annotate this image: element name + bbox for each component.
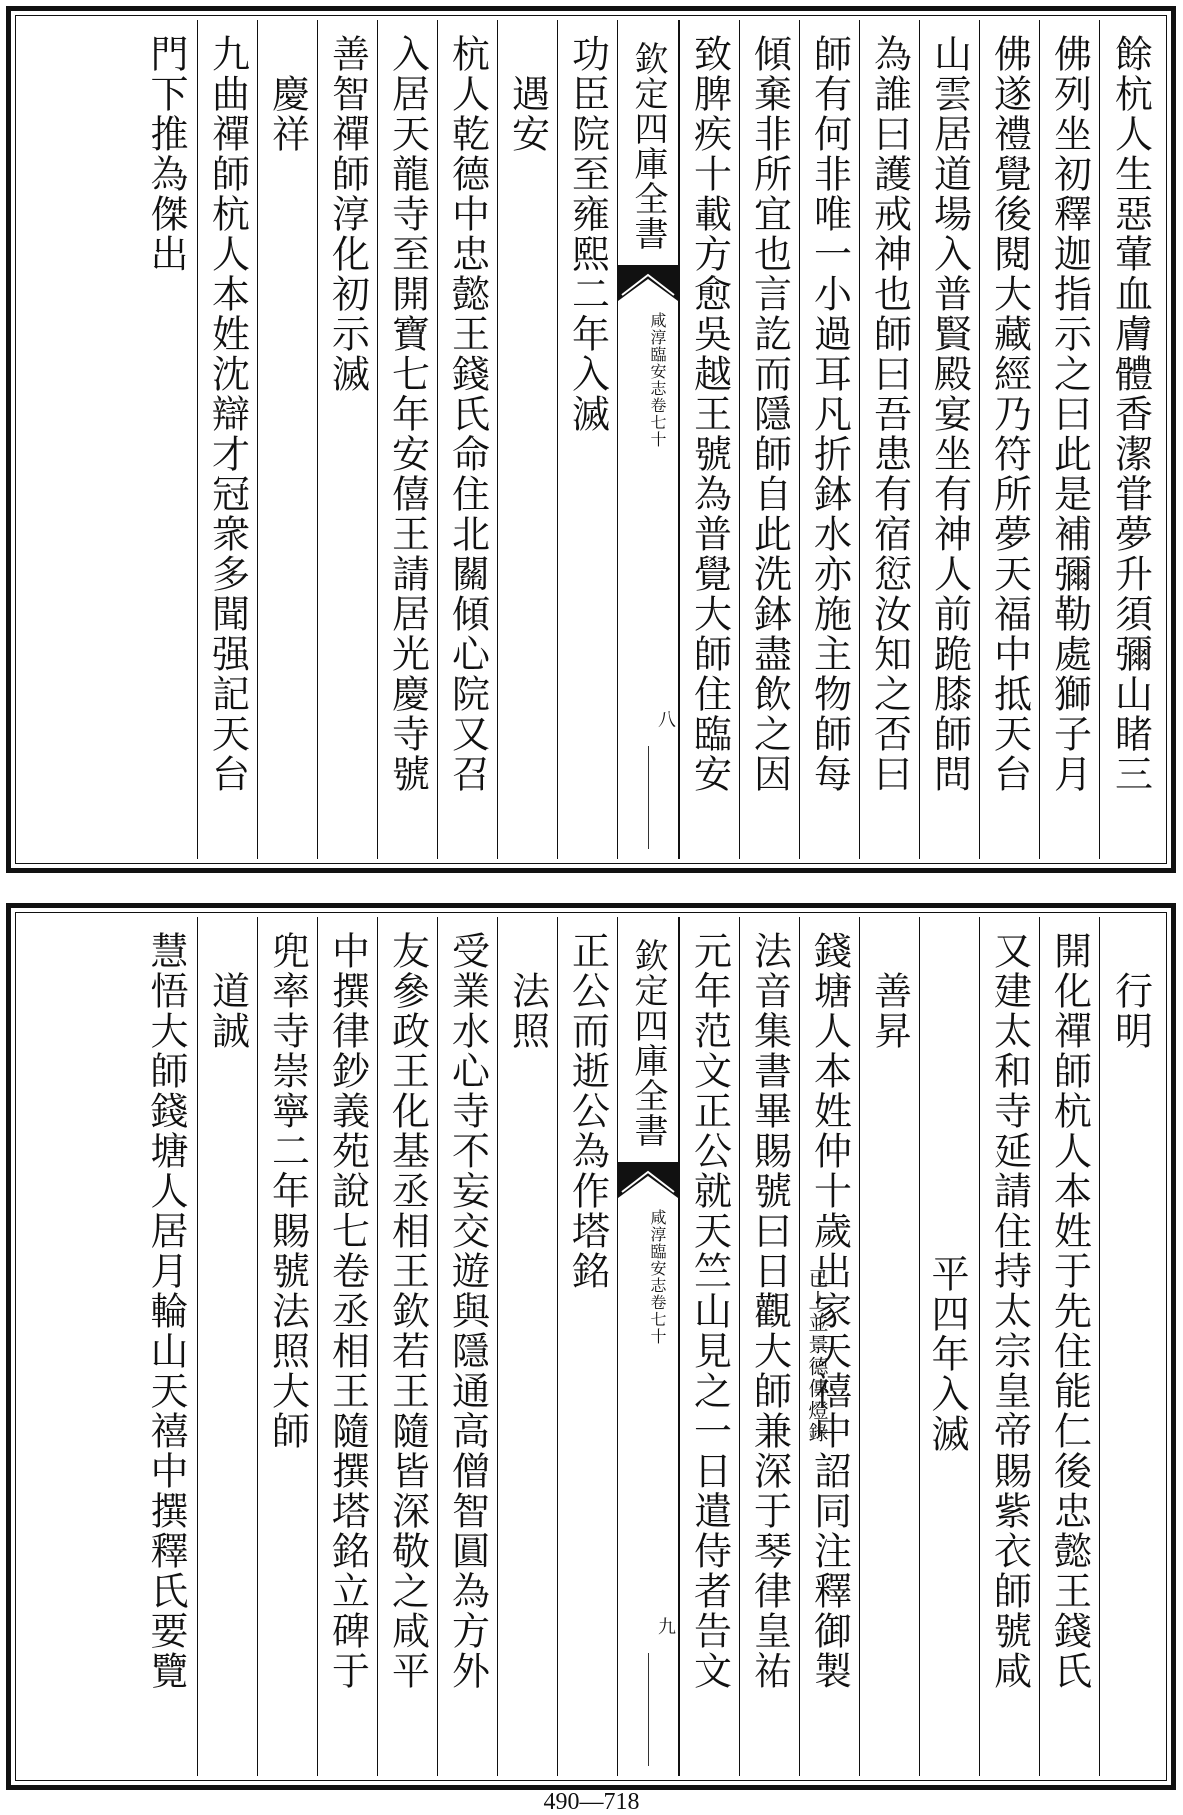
- text-column: [257, 917, 317, 1776]
- text-column: [1039, 20, 1099, 859]
- text-column: [679, 20, 739, 859]
- column-text: 致脾疾十載方愈吳越王號為普覺大師住臨安: [687, 34, 732, 794]
- column-text: 友參政王化基丞相王欽若王隨皆深敬之咸平: [385, 931, 430, 1691]
- page-a: [6, 6, 1176, 873]
- text-column: [135, 917, 197, 1776]
- center-fold-line: [648, 746, 649, 849]
- text-column: [497, 917, 557, 1776]
- text-column: [679, 917, 739, 1776]
- page-footer-number: 490—718: [543, 1789, 640, 1815]
- series-title: 欽定四庫全書: [628, 937, 668, 1148]
- column-text: 入居天龍寺至開寶七年安僖王請居光慶寺號: [385, 34, 430, 794]
- text-column: [197, 20, 257, 859]
- column-text: 佛列坐初釋迦指示之曰此是補彌勒處獅子月: [1047, 34, 1092, 794]
- column-text: 門下推為傑出: [144, 34, 188, 274]
- text-column: [859, 20, 919, 859]
- text-column: [739, 20, 799, 859]
- text-column: [1099, 917, 1161, 1776]
- column-text: 為誰曰護戒神也師曰吾患有宿愆汝知之否曰: [867, 34, 912, 794]
- volume-title: 咸淳臨安志卷七十: [648, 312, 667, 448]
- text-column: [739, 917, 799, 1776]
- column-text: 受業水心寺不妄交遊與隱通高僧智圓為方外: [445, 931, 490, 1691]
- series-title: 欽定四庫全書: [628, 40, 668, 251]
- column-text: 山雲居道場入普賢殿宴坐有神人前跪膝師問: [927, 34, 972, 794]
- text-column: [497, 20, 557, 859]
- text-column: [437, 20, 497, 859]
- text-column: [799, 20, 859, 859]
- text-column: [1099, 20, 1161, 859]
- column-text: 中撰律鈔義苑說七卷丞相王隨撰塔銘立碑于: [325, 931, 370, 1691]
- column-text: 佛遂禮覺後閱大藏經乃符所夢天福中抵天台: [987, 34, 1032, 794]
- volume-title: 咸淳臨安志卷七十: [648, 1209, 667, 1345]
- banner-column: [617, 917, 679, 1776]
- column-text: 師有何非唯一小過耳凡折鉢水亦施主物師每: [807, 34, 852, 794]
- column-text: 傾棄非所宜也言訖而隱師自此洗鉢盡飲之因: [747, 34, 792, 794]
- text-column: [799, 917, 859, 1776]
- leaf-number: 九: [655, 1617, 676, 1635]
- column-text: 遇安: [505, 34, 550, 154]
- column-text: 兜率寺崇寧二年賜號法照大師: [265, 931, 310, 1451]
- leaf-number: 八: [655, 710, 676, 728]
- text-column: [979, 917, 1039, 1776]
- column-text: 九曲禪師杭人本姓沈辯才冠衆多聞强記天台: [205, 34, 250, 794]
- column-text: 錢塘人本姓仲十歲出家天禧中詔同注釋御製: [807, 931, 852, 1691]
- column-text: 行明: [1108, 931, 1153, 1051]
- text-column: [557, 917, 617, 1776]
- column-text: 法音集書畢賜號曰日觀大師兼深于琴律皇祐: [747, 931, 792, 1691]
- column-text: 元年范文正公就天竺山見之一日遣侍者告文: [687, 931, 732, 1691]
- column-text: 開化禪師杭人本姓于先住能仁後忠懿王錢氏: [1047, 931, 1092, 1691]
- text-column: [377, 917, 437, 1776]
- fish-tail-mark-icon: [618, 265, 678, 303]
- page-b: [6, 903, 1176, 1790]
- text-column: [317, 917, 377, 1776]
- source-note-line: 已上並景: [805, 1267, 829, 1356]
- column-text: 又建太和寺延請住持太宗皇帝賜紫衣師號咸: [987, 931, 1032, 1691]
- column-text: 法照: [505, 931, 550, 1051]
- text-column: [377, 20, 437, 859]
- text-column: [257, 20, 317, 859]
- column-text: 善昇: [867, 931, 912, 1051]
- text-column: [135, 20, 197, 859]
- column-text: 正公而逝公為作塔銘: [565, 931, 610, 1291]
- column-text: 善智禪師淳化初示滅: [325, 34, 370, 394]
- column-text: 道誠: [205, 931, 250, 1051]
- text-column: [557, 20, 617, 859]
- text-column: [919, 20, 979, 859]
- center-fold-line: [648, 1653, 649, 1766]
- column-text: 慧悟大師錢塘人居月輪山天禧中撰釋氏要覽: [144, 931, 188, 1691]
- text-column: [197, 917, 257, 1776]
- text-column: [859, 917, 919, 1776]
- fish-tail-mark-icon: [618, 1162, 678, 1200]
- text-column: [1039, 917, 1099, 1776]
- column-text: 功臣院至雍熙二年入滅: [565, 34, 610, 434]
- text-column: [979, 20, 1039, 859]
- text-column: [437, 917, 497, 1776]
- column-text: 慶祥: [265, 34, 310, 154]
- column-text: 杭人乾德中忠懿王錢氏命住北關傾心院又召: [445, 34, 490, 794]
- text-column: [317, 20, 377, 859]
- source-note-line: 德傳燈錄: [805, 1355, 829, 1444]
- banner-column: [617, 20, 679, 859]
- column-text: 餘杭人生惡葷血膚體香潔甞夢升須彌山睹三: [1108, 34, 1153, 794]
- column-text: 平四年入滅: [925, 1253, 969, 1454]
